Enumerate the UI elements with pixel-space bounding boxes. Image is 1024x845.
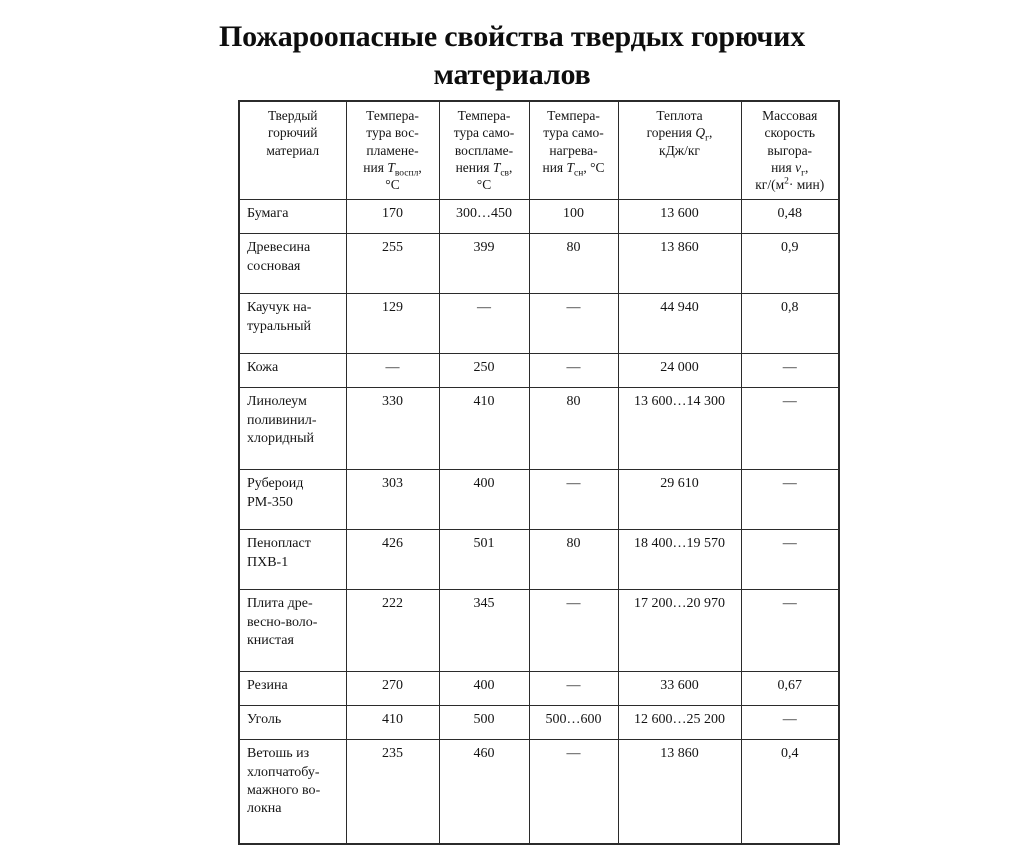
- cell-heat: 17 200…20 970: [618, 590, 741, 672]
- cell-ignition: 235: [346, 740, 439, 845]
- cell-ignition: 170: [346, 200, 439, 234]
- header-subscript: г: [801, 168, 806, 179]
- table-row: [239, 200, 839, 234]
- cell-material: Линолеум поливинилхлоридный: [239, 388, 346, 470]
- header-line: Массовая: [762, 108, 818, 123]
- cell-self-heating: 80: [529, 234, 618, 294]
- cell-material: Резина: [239, 672, 346, 706]
- cell-self-ignition: 300…450: [439, 200, 529, 234]
- header-line: нагрева-: [549, 142, 598, 158]
- cell-rate: —: [741, 354, 839, 388]
- cell-ignition: 255: [346, 234, 439, 294]
- cell-material: Уголь: [239, 706, 346, 740]
- header-units: кДж/кг: [659, 142, 700, 158]
- header-line: горючий: [267, 125, 318, 141]
- cell-rate: —: [741, 590, 839, 672]
- table-row: [239, 294, 839, 354]
- table-row: [239, 470, 839, 530]
- table-row: [239, 354, 839, 388]
- header-line: ния: [771, 159, 792, 175]
- table-row: [239, 740, 839, 845]
- cell-self-heating: 100: [529, 200, 618, 234]
- header-line: выгора-: [767, 142, 813, 158]
- header-units: °C: [590, 159, 605, 175]
- cell-heat: 13 600…14 300: [618, 388, 741, 470]
- cell-heat: 18 400…19 570: [618, 530, 741, 590]
- cell-rate: 0,67: [741, 672, 839, 706]
- header-symbol: T: [387, 159, 395, 175]
- cell-rate: —: [741, 388, 839, 470]
- header-units: °C: [476, 177, 492, 193]
- header-line: Теплота: [656, 108, 703, 123]
- cell-self-ignition: 501: [439, 530, 529, 590]
- cell-material: Каучук натуральный: [239, 294, 346, 354]
- cell-self-heating: —: [529, 590, 618, 672]
- header-line: материал: [266, 142, 320, 158]
- header-line: пламене-: [366, 142, 419, 158]
- header-line: тура само-: [543, 125, 604, 141]
- header-line: ния: [542, 159, 564, 175]
- header-line: Твердый: [267, 108, 318, 123]
- cell-material: Кожа: [239, 354, 346, 388]
- table-header-row: [239, 101, 839, 200]
- cell-material: Бумага: [239, 200, 346, 234]
- table-row: [239, 388, 839, 470]
- header-line: тура вос-: [366, 125, 419, 141]
- cell-self-ignition: 400: [439, 672, 529, 706]
- cell-ignition: 270: [346, 672, 439, 706]
- table-row: [239, 672, 839, 706]
- header-units: °C: [385, 177, 400, 193]
- cell-self-heating: 80: [529, 388, 618, 470]
- cell-rate: 0,9: [741, 234, 839, 294]
- table-row: [239, 706, 839, 740]
- cell-heat: 44 940: [618, 294, 741, 354]
- header-subscript: сн: [574, 168, 584, 179]
- cell-heat: 33 600: [618, 672, 741, 706]
- header-symbol: Q: [695, 125, 706, 141]
- column-header-heat-of-combustion: Теплота горения $Q_г$, кДж/кг: [618, 101, 741, 200]
- column-header-material: [239, 101, 346, 200]
- header-subscript: воспл: [394, 168, 419, 179]
- cell-heat: 12 600…25 200: [618, 706, 741, 740]
- cell-ignition: 410: [346, 706, 439, 740]
- header-symbol: T: [566, 159, 575, 175]
- cell-rate: 0,4: [741, 740, 839, 845]
- column-header-self-heating-temperature: Темпера- тура само- нагрева- ния $T_{сн}$, °C: [529, 101, 618, 200]
- cell-rate: 0,48: [741, 200, 839, 234]
- cell-rate: —: [741, 530, 839, 590]
- cell-self-ignition: 500: [439, 706, 529, 740]
- cell-rate: —: [741, 706, 839, 740]
- header-line: горения: [646, 125, 692, 141]
- fire-hazard-properties-table: [238, 100, 840, 845]
- cell-ignition: 129: [346, 294, 439, 354]
- table-container: [238, 100, 838, 845]
- cell-heat: 13 600: [618, 200, 741, 234]
- cell-self-heating: —: [529, 470, 618, 530]
- header-line: тура само-: [453, 125, 515, 141]
- cell-material: Рубероид РМ-350: [239, 470, 346, 530]
- table-header: [239, 101, 839, 200]
- header-line: Темпера-: [457, 108, 511, 123]
- header-subscript: г: [705, 133, 709, 144]
- cell-rate: 0,8: [741, 294, 839, 354]
- table-row: [239, 234, 839, 294]
- cell-ignition: 426: [346, 530, 439, 590]
- cell-self-heating: —: [529, 672, 618, 706]
- header-subscript: св: [500, 168, 510, 179]
- cell-material: Плита древесно-волокнистая: [239, 590, 346, 672]
- header-units: $кг/(м^2\cdot мин)$: [755, 176, 825, 193]
- header-symbol: T: [492, 159, 501, 175]
- cell-ignition: 303: [346, 470, 439, 530]
- cell-rate: —: [741, 470, 839, 530]
- cell-self-ignition: 345: [439, 590, 529, 672]
- header-line: Темпера-: [366, 108, 419, 123]
- cell-self-heating: 80: [529, 530, 618, 590]
- cell-heat: 24 000: [618, 354, 741, 388]
- header-line: нения: [455, 159, 490, 175]
- header-line: скорость: [764, 125, 815, 141]
- cell-ignition: 222: [346, 590, 439, 672]
- cell-self-ignition: 410: [439, 388, 529, 470]
- cell-ignition: —: [346, 354, 439, 388]
- cell-self-ignition: 400: [439, 470, 529, 530]
- cell-heat: 13 860: [618, 234, 741, 294]
- cell-heat: 13 860: [618, 740, 741, 845]
- cell-material: Древесина сосновая: [239, 234, 346, 294]
- cell-self-heating: —: [529, 354, 618, 388]
- cell-self-heating: 500…600: [529, 706, 618, 740]
- header-line: ния: [363, 159, 384, 175]
- cell-heat: 29 610: [618, 470, 741, 530]
- cell-self-heating: —: [529, 740, 618, 845]
- page-title: Пожароопасные свойства твердых горючих материалов: [218, 20, 806, 91]
- column-header-self-ignition-temperature: Темпера- тура само- воспламе- нения $T_{св}$, °C: [439, 101, 529, 200]
- column-header-mass-burnout-rate: Массовая скорость выгора- ния $v_г$, $кг/(м^2\cdot мин)$: [741, 101, 839, 200]
- cell-self-ignition: —: [439, 294, 529, 354]
- header-line: Темпера-: [547, 108, 600, 123]
- header-symbol: v: [795, 159, 802, 175]
- cell-self-heating: —: [529, 294, 618, 354]
- cell-self-ignition: 460: [439, 740, 529, 845]
- table-row: [239, 590, 839, 672]
- cell-material: Пенопласт ПХВ-1: [239, 530, 346, 590]
- cell-self-ignition: 399: [439, 234, 529, 294]
- header-line: воспламе-: [454, 142, 514, 158]
- table-body: [239, 200, 839, 845]
- cell-material: Ветошь из хлопчатобумажного волокна: [239, 740, 346, 845]
- column-header-ignition-temperature: Темпера- тура вос- пламене- ния $T_{воспл}$, °C: [346, 101, 439, 200]
- table-row: [239, 530, 839, 590]
- cell-self-ignition: 250: [439, 354, 529, 388]
- cell-ignition: 330: [346, 388, 439, 470]
